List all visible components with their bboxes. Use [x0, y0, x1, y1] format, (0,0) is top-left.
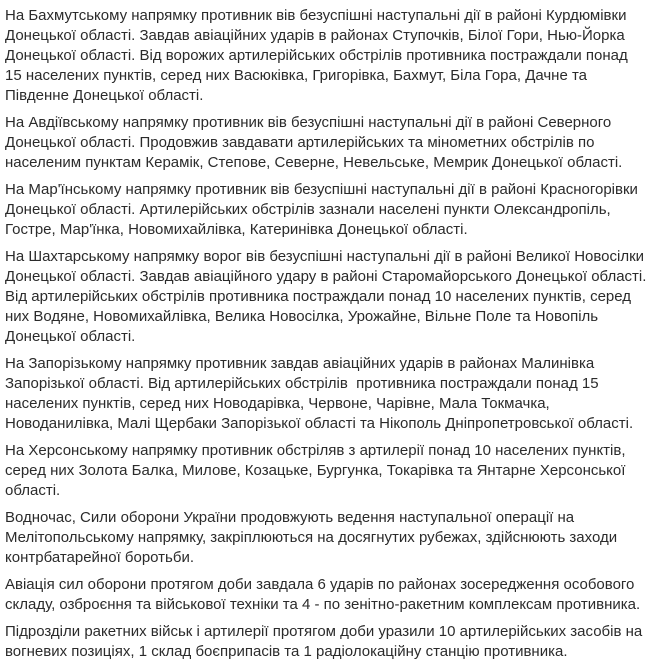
report-paragraph-kherson-direction: На Херсонському напрямку противник обстріляв з артилерії понад 10 населених пунктів, серед них Золота Балка, Милове, Козацьке, Бургунка, Токарівка та Янтарне Херсонської області.: [5, 442, 630, 499]
report-paragraph-missile-artillery-strikes: Підрозділи ракетних військ і артилерії протягом доби уразили 10 артилерійських засобів на вогневих позиціях, 1 склад боєприпасів та 1 радіолокаційну станцію противника.: [5, 623, 647, 660]
report-paragraph-defense-forces-offensive: Водночас, Сили оборони України продовжують ведення наступальної операції на Мелітопольському напрямку, закріплюються на досягнутих рубежах, здійснюють заходи контрбатарейної боротьби.: [5, 509, 622, 566]
report-paragraph-aviation-strikes: Авіація сил оборони протягом доби завдала 6 ударів по районах зосередження особового складу, озброєння та військової техніки та 4 - по зенітно-ракетним комплексам противника.: [5, 576, 641, 613]
report-paragraph-shakhtarsk-direction: На Шахтарському напрямку ворог вів безуспішні наступальні дії в районі Великої Новосілки Донецької області. Завдав авіаційного удару в районі Старомайорського Донецької області. Від артилерійських обстрілів противника постраждали понад 10 населених пунктів, серед них Водяне, Новомихайлівка, Велика Новосілка, Урожайне, Вільне Поле та Новопіль Донецької області.: [5, 248, 651, 345]
report-paragraph-avdiivka-direction: На Авдіївському напрямку противник вів безуспішні наступальні дії в районі Северного Донецької області. Продовжив завдавати артилерійських та мінометних обстрілів по населеним пунктам Керамік, Степове, Северне, Невельське, Мемрик Донецької області.: [5, 114, 623, 171]
report-paragraph-zaporizhzhia-direction: На Запорізькому напрямку противник завдав авіаційних ударів в районах Малинівка Запорізької області. Від артилерійських обстрілів противника постраждали понад 15 населених пунктів, серед них Новодарівка, Червоне, Чарівне, Мала Токмачка, Новоданилівка, Малі Щербаки Запорізької області та Нікополь Дніпропетровської області.: [5, 355, 634, 432]
report-paragraph-marinka-direction: На Мар'їнському напрямку противник вів безуспішні наступальні дії в районі Красногорівки Донецької області. Артилерійських обстрілів зазнали населені пункти Олександропіль, Гостре, Мар'їнка, Новомихайлівка, Катеринівка Донецької області.: [5, 181, 643, 238]
report-paragraph-bakhmut-direction: На Бахмутському напрямку противник вів безуспішні наступальні дії в районі Курдюмівки Донецької області. Завдав авіаційних ударів в районах Ступочків, Білої Гори, Нью-Йорка Донецької області. Від ворожих артилерійських обстрілів противника постраждали понад 15 населених пунктів, серед них Васюківка, Григорівка, Бахмут, Біла Гора, Дачне та Південне Донецької області.: [5, 7, 632, 104]
